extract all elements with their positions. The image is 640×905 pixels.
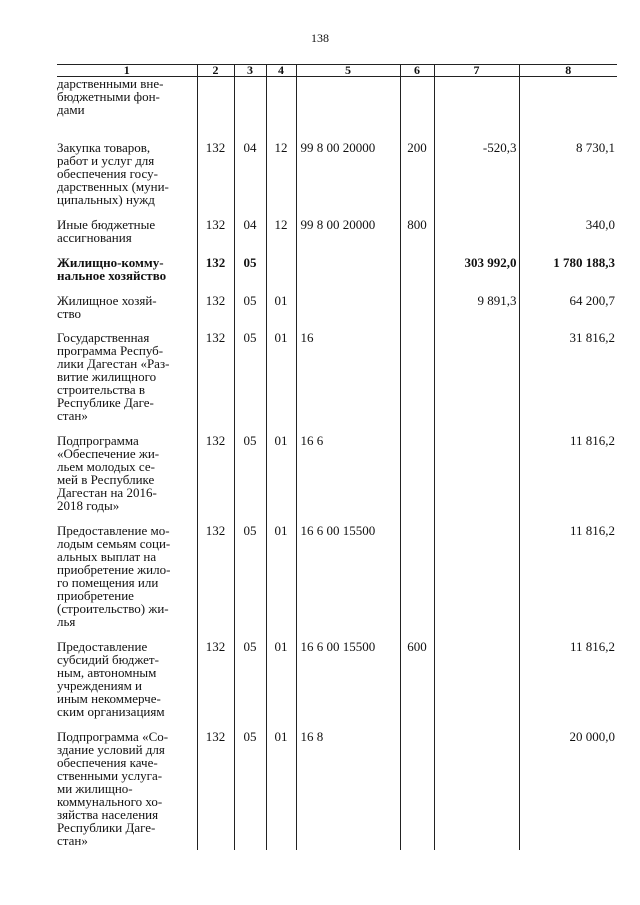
cell-amount-change xyxy=(434,331,519,434)
row-name: Предоставление мо- лодым семьям соци- альных выплат на приобретение жило- го помещения или приобретение (строительство) жи- лья xyxy=(57,522,171,629)
cell-target-article: 16 6 00 15500 xyxy=(296,524,400,640)
col-header-6: 6 xyxy=(400,65,434,77)
cell-subsection: 01 xyxy=(266,434,296,524)
cell-amount-total: 31 816,2 xyxy=(519,331,617,434)
cell-subsection: 12 xyxy=(266,218,296,256)
col-header-1: 1 xyxy=(57,65,197,77)
col-header-5: 5 xyxy=(296,65,400,77)
row-name: Государственная программа Респуб- лики Дагестан «Раз- витие жилищного строительства в Республике Даге- стан» xyxy=(57,329,170,423)
table-row xyxy=(57,434,617,524)
cell-ministry: 132 xyxy=(197,218,234,256)
cell-subsection: 12 xyxy=(266,141,296,218)
table-row xyxy=(57,524,617,640)
header-row xyxy=(57,65,617,77)
cell-amount-total xyxy=(519,77,617,141)
col-header-8: 8 xyxy=(519,65,617,77)
cell-ministry: 132 xyxy=(197,294,234,331)
cell-expense-type xyxy=(400,434,434,524)
cell-ministry: 132 xyxy=(197,640,234,730)
cell-target-article: 99 8 00 20000 xyxy=(296,141,400,218)
cell-section: 05 xyxy=(234,730,266,850)
cell-section xyxy=(234,77,266,141)
cell-expense-type xyxy=(400,294,434,331)
cell-amount-change xyxy=(434,730,519,850)
cell-expense-type xyxy=(400,331,434,434)
cell-ministry: 132 xyxy=(197,434,234,524)
cell-amount-change xyxy=(434,434,519,524)
table-row xyxy=(57,331,617,434)
cell-target-article: 16 6 00 15500 xyxy=(296,640,400,730)
row-name: Закупка товаров, работ и услуг для обеспечения госу- дарственных (муни- ципальных) нужд xyxy=(57,139,169,207)
cell-subsection: 01 xyxy=(266,640,296,730)
table-row xyxy=(57,730,617,850)
cell-amount-total: 11 816,2 xyxy=(519,524,617,640)
col-header-7: 7 xyxy=(434,65,519,77)
cell-ministry: 132 xyxy=(197,141,234,218)
table-row xyxy=(57,256,617,294)
row-name: Иные бюджетные ассигнования xyxy=(57,216,156,245)
page-number: 138 xyxy=(311,31,329,45)
cell-ministry: 132 xyxy=(197,256,234,294)
cell-section: 05 xyxy=(234,331,266,434)
col-header-3: 3 xyxy=(234,65,266,77)
cell-section: 05 xyxy=(234,256,266,294)
cell-amount-change: 303 992,0 xyxy=(434,256,519,294)
cell-amount-total: 11 816,2 xyxy=(519,640,617,730)
cell-subsection: 01 xyxy=(266,524,296,640)
table-row xyxy=(57,294,617,331)
cell-amount-total: 20 000,0 xyxy=(519,730,617,850)
cell-amount-change: 9 891,3 xyxy=(434,294,519,331)
table-row xyxy=(57,77,617,141)
cell-subsection: 01 xyxy=(266,331,296,434)
cell-ministry: 132 xyxy=(197,331,234,434)
cell-section: 05 xyxy=(234,434,266,524)
cell-expense-type: 800 xyxy=(400,218,434,256)
cell-amount-change xyxy=(434,524,519,640)
cell-subsection: 01 xyxy=(266,730,296,850)
col-header-2: 2 xyxy=(197,65,234,77)
cell-expense-type xyxy=(400,524,434,640)
cell-amount-change xyxy=(434,77,519,141)
cell-expense-type xyxy=(400,77,434,141)
cell-subsection: 01 xyxy=(266,294,296,331)
table-row xyxy=(57,640,617,730)
cell-section: 05 xyxy=(234,640,266,730)
cell-amount-change: -520,3 xyxy=(434,141,519,218)
cell-amount-change xyxy=(434,218,519,256)
row-name: Жилищно-комму- нальное хозяйство xyxy=(57,254,167,283)
cell-amount-total: 11 816,2 xyxy=(519,434,617,524)
cell-expense-type: 600 xyxy=(400,640,434,730)
cell-ministry xyxy=(197,77,234,141)
cell-ministry: 132 xyxy=(197,524,234,640)
cell-target-article xyxy=(296,294,400,331)
cell-expense-type xyxy=(400,730,434,850)
row-name: Жилищное хозяй- ство xyxy=(57,292,157,321)
row-name: дарственными вне- бюджетными фон- дами xyxy=(57,76,164,117)
cell-amount-total: 1 780 188,3 xyxy=(519,256,617,294)
cell-expense-type: 200 xyxy=(400,141,434,218)
col-header-4: 4 xyxy=(266,65,296,77)
cell-section: 05 xyxy=(234,294,266,331)
row-name: Предоставление субсидий бюджет- ным, автономным учреждениям и иным некоммерче- ским организациям xyxy=(57,638,165,719)
cell-amount-change xyxy=(434,640,519,730)
cell-amount-total: 8 730,1 xyxy=(519,141,617,218)
row-name: Подпрограмма «Обеспечение жи- льем молодых се- мей в Республике Дагестан на 2016- 2018 годы» xyxy=(57,432,160,513)
budget-table xyxy=(57,64,617,850)
row-name: Подпрограмма «Со- здание условий для обеспечения каче- ственными услуга- ми жилищно- коммунального хо- зяйства населения Республики Даге- стан» xyxy=(57,728,169,848)
cell-subsection xyxy=(266,77,296,141)
cell-subsection xyxy=(266,256,296,294)
cell-expense-type xyxy=(400,256,434,294)
cell-target-article: 16 xyxy=(296,331,400,434)
cell-target-article: 16 8 xyxy=(296,730,400,850)
cell-amount-total: 64 200,7 xyxy=(519,294,617,331)
cell-section: 04 xyxy=(234,141,266,218)
cell-amount-total: 340,0 xyxy=(519,218,617,256)
cell-target-article: 99 8 00 20000 xyxy=(296,218,400,256)
table-row xyxy=(57,141,617,218)
cell-ministry: 132 xyxy=(197,730,234,850)
cell-target-article: 16 6 xyxy=(296,434,400,524)
table-row xyxy=(57,218,617,256)
cell-target-article xyxy=(296,256,400,294)
cell-section: 05 xyxy=(234,524,266,640)
cell-target-article xyxy=(296,77,400,141)
cell-section: 04 xyxy=(234,218,266,256)
